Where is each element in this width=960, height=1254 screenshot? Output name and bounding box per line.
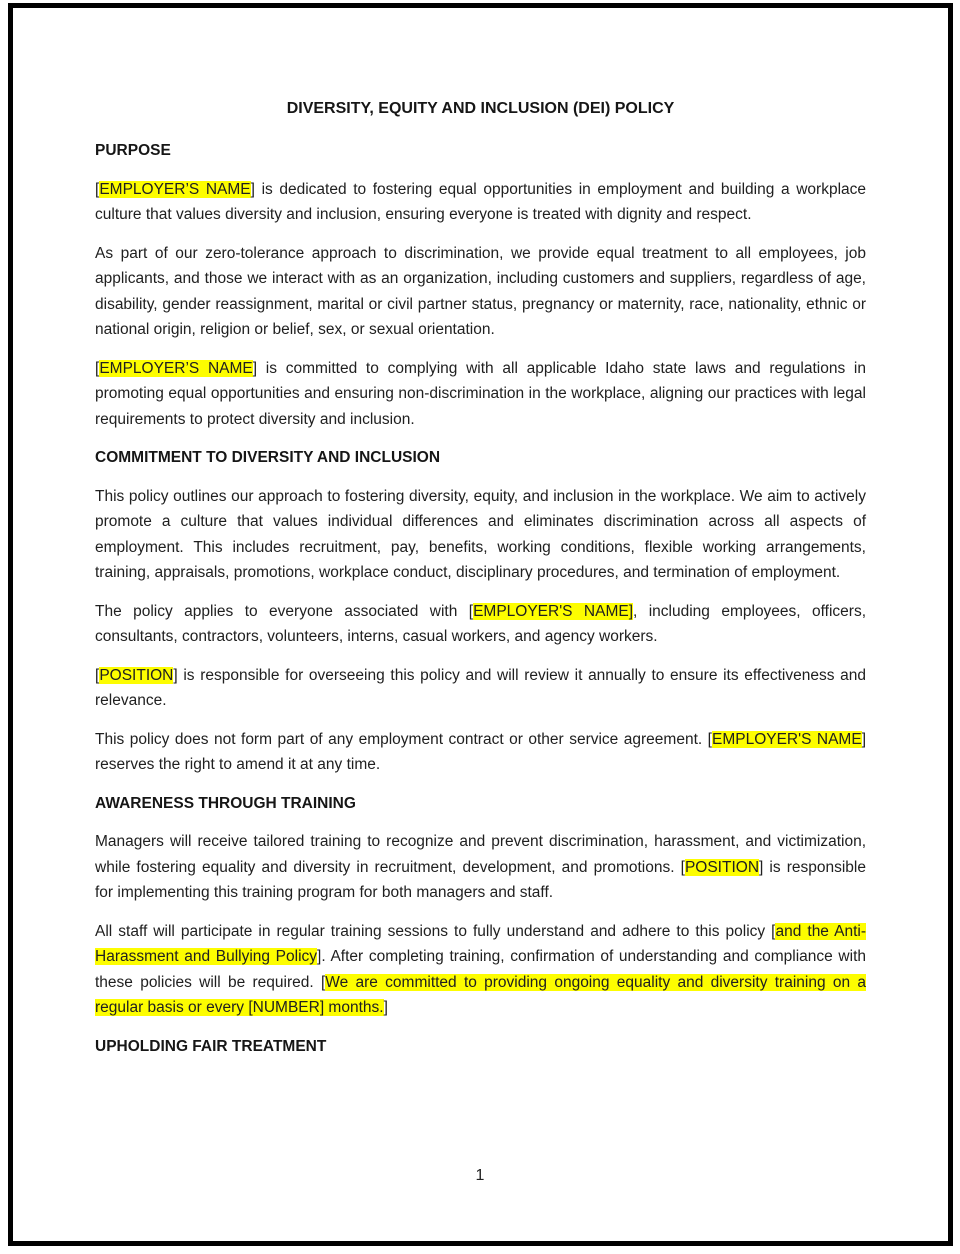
document-content bbox=[95, 96, 866, 1072]
section-heading: COMMITMENT TO DIVERSITY AND INCLUSION bbox=[95, 449, 441, 466]
section-heading: AWARENESS THROUGH TRAINING bbox=[95, 794, 356, 812]
text-run: ] bbox=[383, 999, 388, 1016]
section-heading: PURPOSE bbox=[95, 142, 171, 159]
paragraph bbox=[95, 356, 866, 433]
text-run: ] reserves the right to amend it at any time. bbox=[95, 730, 866, 773]
paragraph bbox=[95, 241, 866, 343]
paragraph bbox=[95, 727, 866, 778]
paragraph bbox=[95, 177, 866, 228]
highlighted-placeholder: EMPLOYER’S NAME bbox=[99, 180, 251, 198]
highlighted-placeholder: EMPLOYER'S NAME] bbox=[473, 602, 634, 620]
text-run: , including employees, officers, consultants, contractors, volunteers, interns, casual workers, and agency workers. bbox=[95, 602, 867, 645]
highlighted-placeholder: POSITION bbox=[99, 666, 174, 684]
document-title: DIVERSITY, EQUITY AND INCLUSION (DEI) POLICY bbox=[286, 100, 675, 117]
paragraph bbox=[95, 663, 866, 714]
paragraph bbox=[95, 919, 866, 1021]
text-run: The policy applies to everyone associated with [ bbox=[95, 602, 474, 620]
text-run: ] is dedicated to fostering equal opportunities in employment and building a workplace culture that values diversity and inclusion, ensuring everyone is treated with dignity and respect. bbox=[95, 180, 866, 223]
highlighted-placeholder: POSITION bbox=[684, 858, 760, 876]
text-run: ]. After completing training, confirmation of understanding and compliance with these policies will be required. [ bbox=[95, 948, 866, 991]
highlighted-placeholder: We are committed to providing ongoing equality and diversity training on a regular basis or every [NUMBER] months. bbox=[95, 973, 866, 1016]
text-run: As part of our zero-tolerance approach to discrimination, we provide equal treatment to all employees, job applicants, and those we interact with as an organization, including customers and suppliers, regardless of age, disability, gender reassignment, marital or civil partner status, pregnancy or maternity, race, nationality, ethnic or national origin, religion or belief, sex, or sexual orientation. bbox=[95, 244, 866, 338]
text-run: [ bbox=[95, 180, 100, 198]
text-run: [ bbox=[95, 359, 100, 377]
document-body bbox=[95, 138, 866, 1059]
highlighted-placeholder: and the Anti-Harassment and Bullying Policy bbox=[95, 922, 866, 965]
text-run: ] is responsible for implementing this training program for both managers and staff. bbox=[95, 858, 866, 901]
text-run: ] is committed to complying with all applicable Idaho state laws and regulations in promoting equal opportunities and ensuring non-discrimination in the workplace, aligning our practices with legal requirements to protect diversity and inclusion. bbox=[95, 359, 866, 428]
text-run: Managers will receive tailored training to recognize and prevent discrimination, harassment, and victimization, while fostering equality and diversity in recruitment, development, and promotions. [ bbox=[95, 833, 866, 876]
text-run: This policy does not form part of any employment contract or other service agreement. [ bbox=[95, 730, 712, 748]
paragraph bbox=[95, 599, 866, 650]
text-run: [ bbox=[95, 666, 100, 684]
highlighted-placeholder: EMPLOYER’S NAME bbox=[99, 359, 253, 377]
section-heading: UPHOLDING FAIR TREATMENT bbox=[95, 1037, 327, 1055]
text-run: All staff will participate in regular training sessions to fully understand and adhere to this policy [ bbox=[95, 922, 776, 940]
page-number: 1 bbox=[475, 1167, 485, 1184]
text-run: This policy outlines our approach to fostering diversity, equity, and inclusion in the workplace. We aim to actively promote a culture that values individual differences and eliminates discrimination across all aspects of employment. This includes recruitment, pay, benefits, working conditions, flexible working arrangements, training, appraisals, promotions, workplace conduct, disciplinary procedures, and termination of employment. bbox=[95, 487, 866, 581]
text-run: ] is responsible for overseeing this policy and will review it annually to ensure its effectiveness and relevance. bbox=[95, 666, 866, 709]
paragraph bbox=[95, 484, 866, 586]
highlighted-placeholder: EMPLOYER'S NAME bbox=[711, 730, 862, 748]
paragraph bbox=[95, 829, 866, 906]
